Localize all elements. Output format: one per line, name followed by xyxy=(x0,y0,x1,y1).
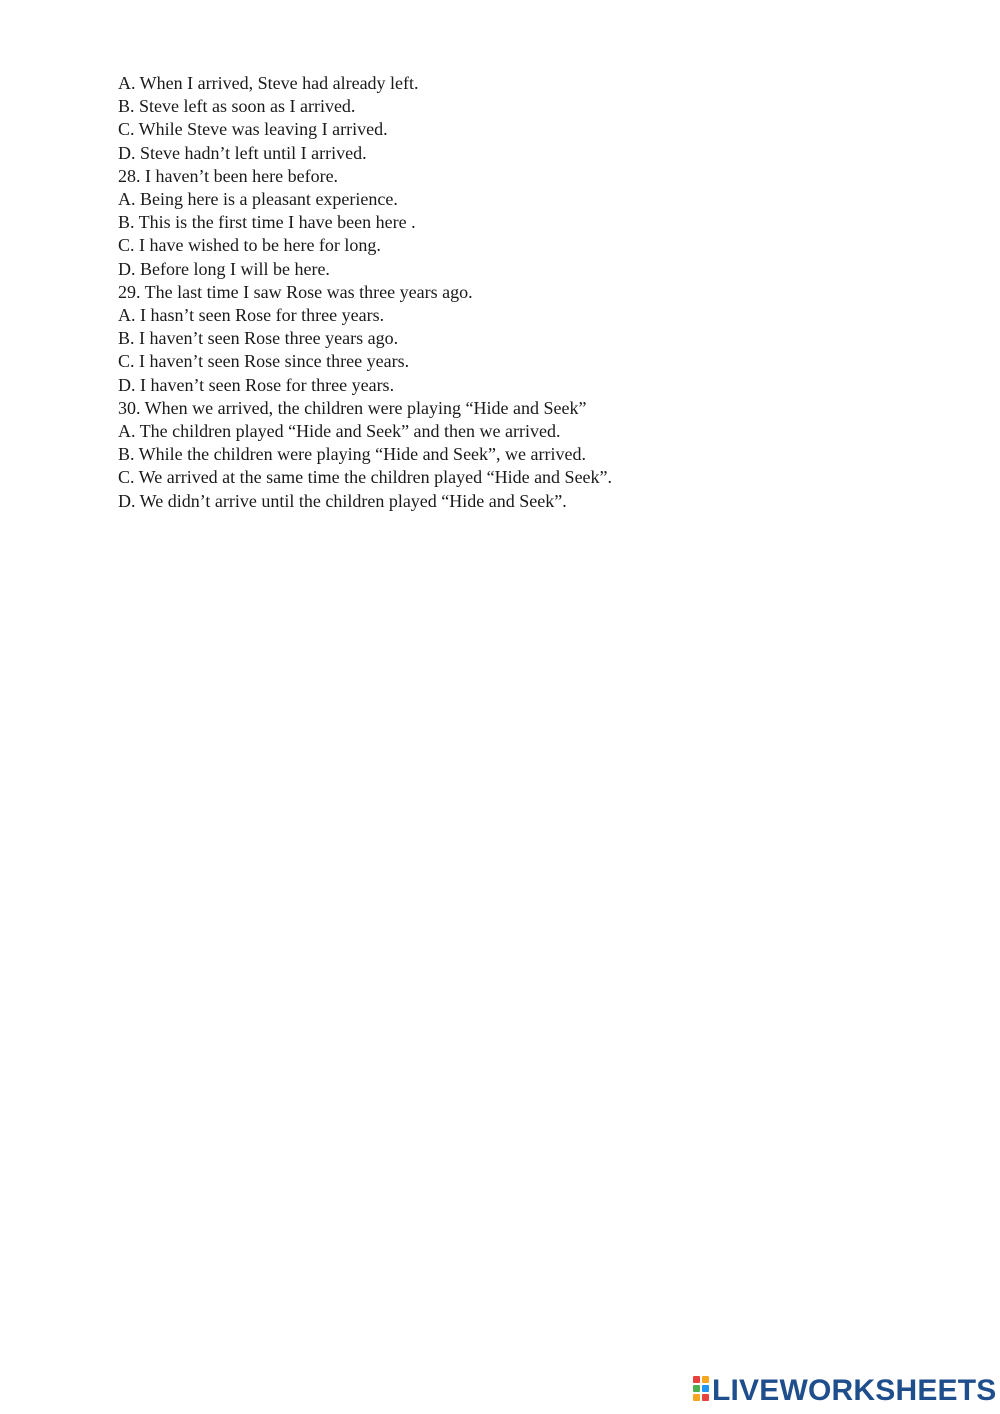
question-line: 28. I haven’t been here before. xyxy=(118,165,339,186)
answer-option-line: C. I haven’t seen Rose since three years. xyxy=(118,351,410,372)
answer-option-line: B. I haven’t seen Rose three years ago. xyxy=(118,328,399,349)
liveworksheets-logo-icon xyxy=(692,1375,710,1407)
answer-option-line: C. I have wished to be here for long. xyxy=(118,235,381,256)
liveworksheets-logo xyxy=(692,1374,997,1408)
logo-wordmark: LIVEWORKSHEETS xyxy=(712,1374,997,1407)
answer-option-line: D. I haven’t seen Rose for three years. xyxy=(118,374,395,395)
answer-option-line: B. This is the first time I have been here . xyxy=(118,212,416,233)
answer-option-line: D. Steve hadn’t left until I arrived. xyxy=(118,142,367,163)
question-line: 29. The last time I saw Rose was three years ago. xyxy=(118,281,473,302)
question-line: 30. When we arrived, the children were playing “Hide and Seek” xyxy=(118,397,587,418)
answer-option-line: D. We didn’t arrive until the children played “Hide and Seek”. xyxy=(118,490,567,511)
answer-option-line: A. When I arrived, Steve had already left. xyxy=(118,73,419,93)
answer-option-line: A. I hasn’t seen Rose for three years. xyxy=(118,305,385,326)
answer-option-line: B. While the children were playing “Hide and Seek”, we arrived. xyxy=(118,444,586,465)
answer-option-line: C. We arrived at the same time the children played “Hide and Seek”. xyxy=(118,467,613,488)
answer-option-line: C. While Steve was leaving I arrived. xyxy=(118,119,388,140)
answer-option-line: D. Before long I will be here. xyxy=(118,258,330,279)
question-text-block xyxy=(118,72,878,513)
answer-option-line: B. Steve left as soon as I arrived. xyxy=(118,96,356,117)
answer-option-line: A. Being here is a pleasant experience. xyxy=(118,189,398,210)
answer-option-line: A. The children played “Hide and Seek” and then we arrived. xyxy=(118,421,561,442)
